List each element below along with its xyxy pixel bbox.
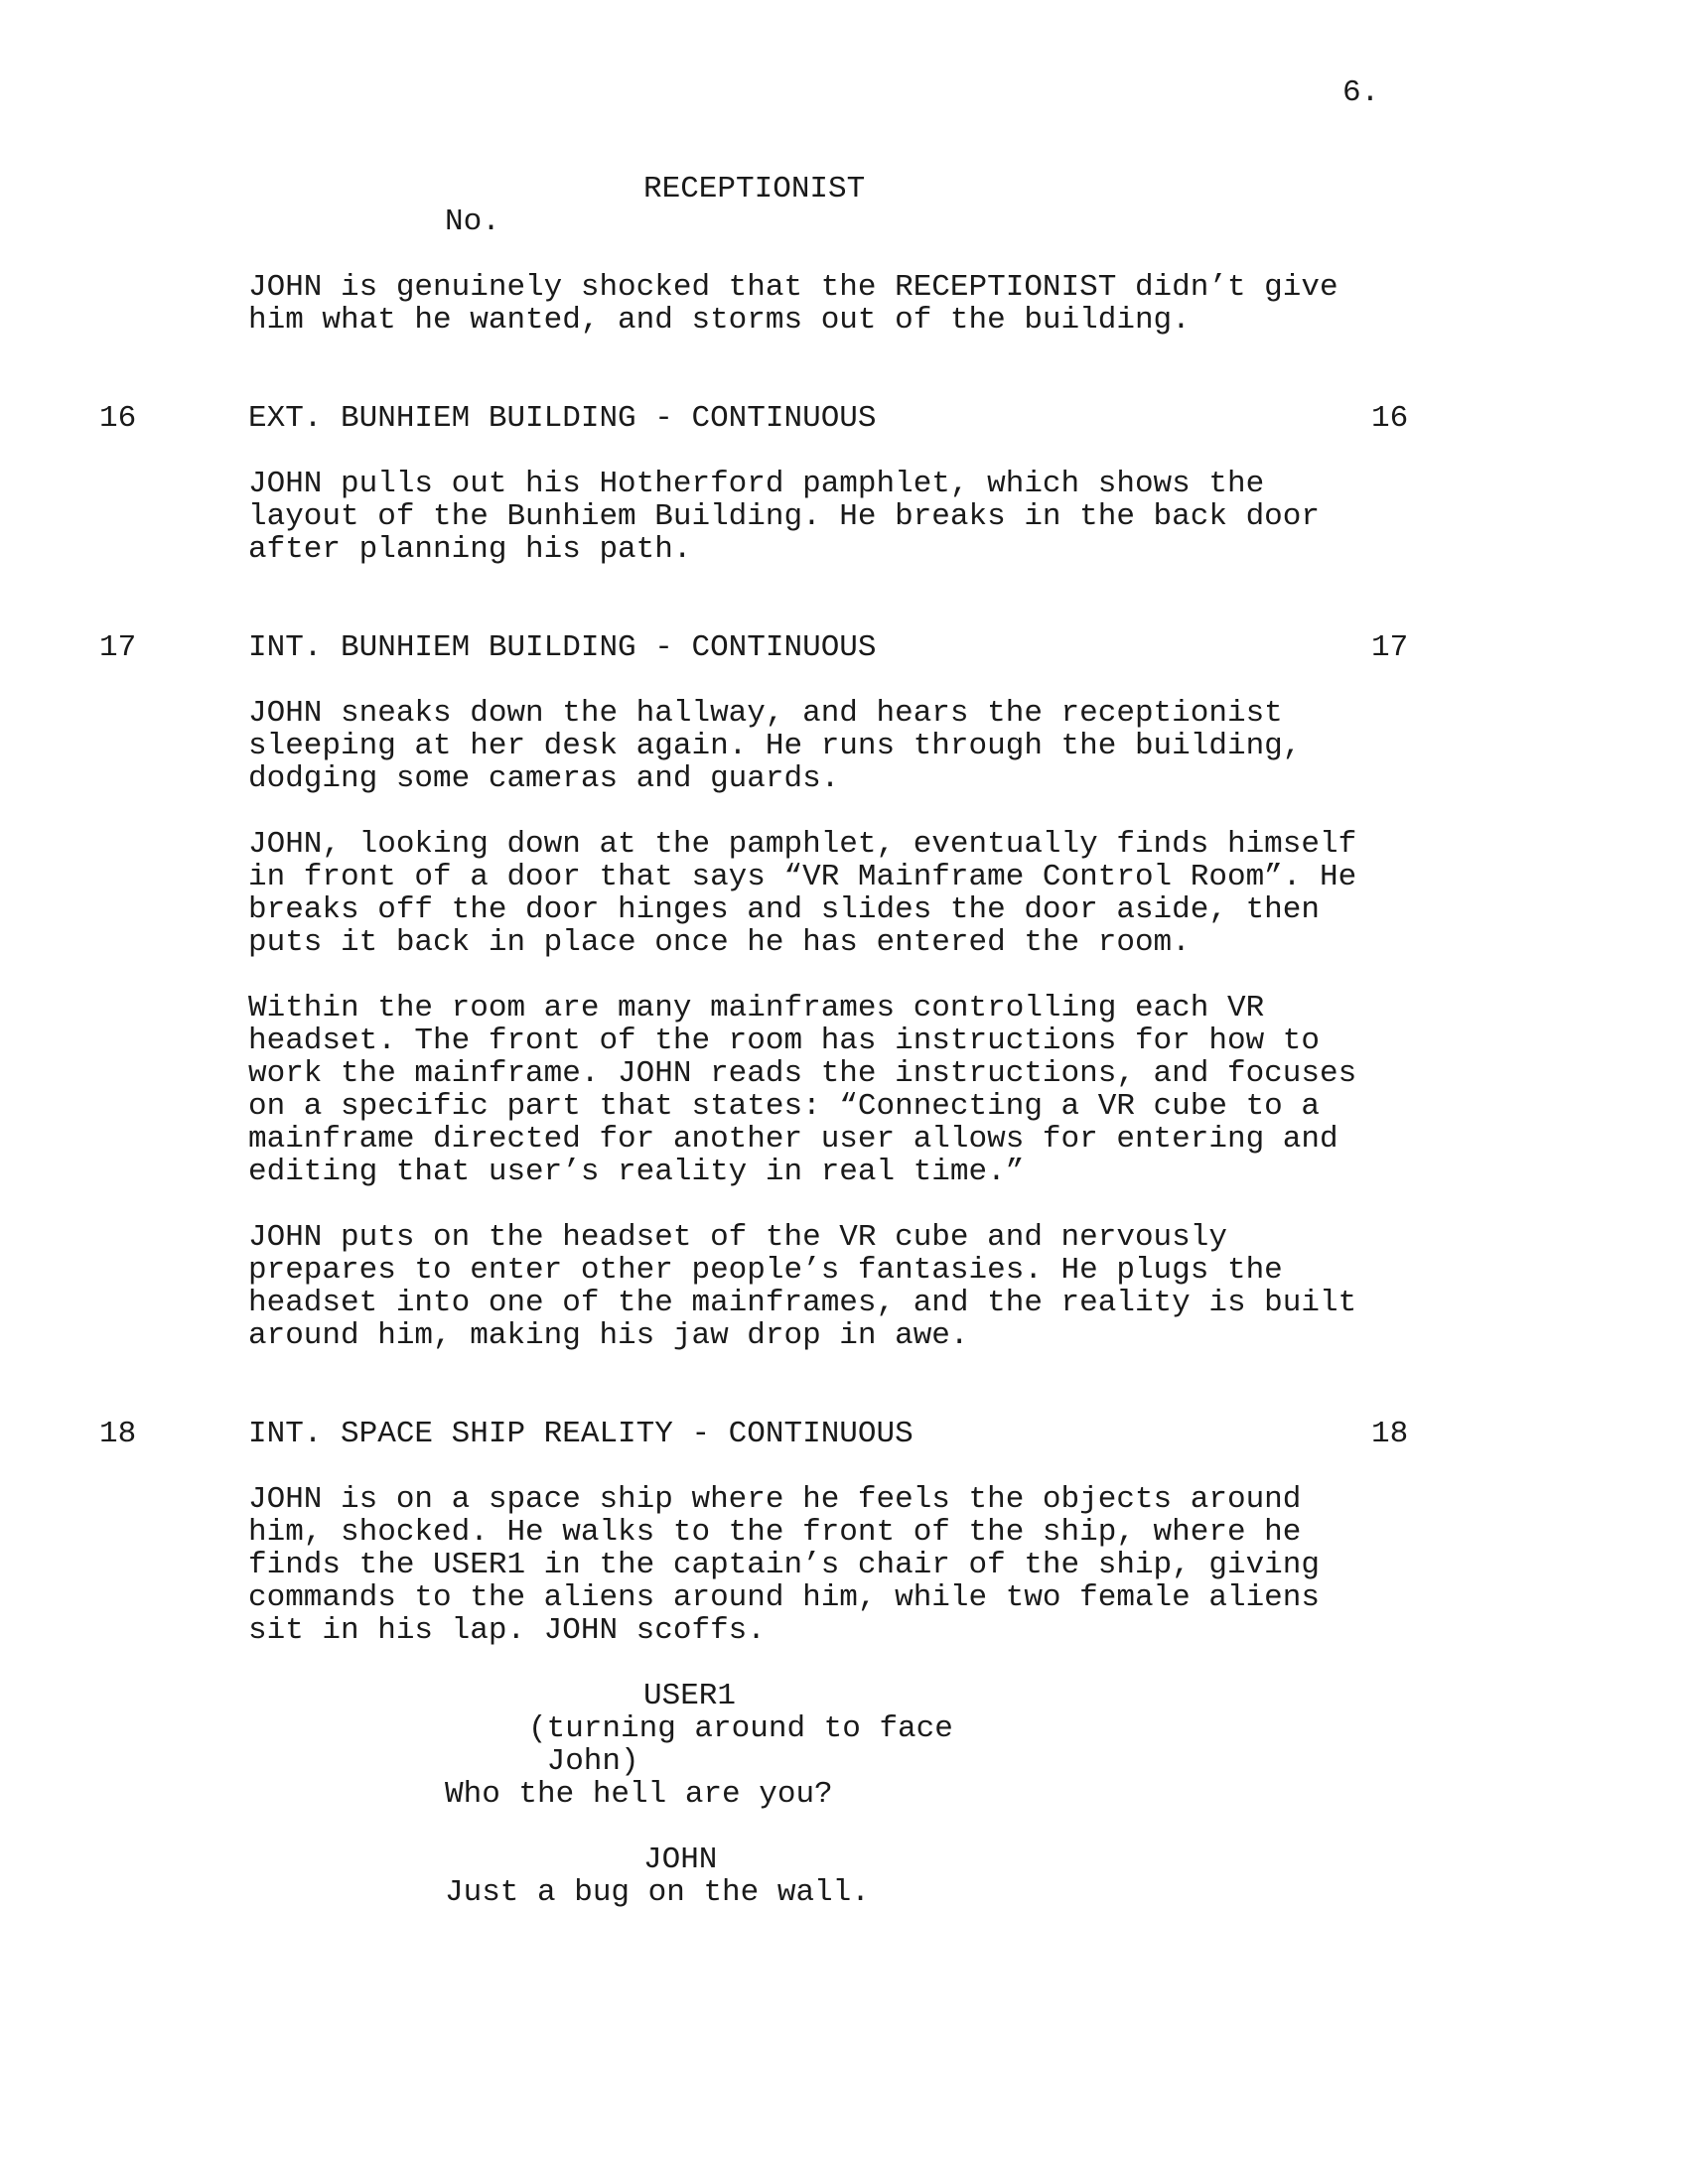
action-line: dodging some cameras and guards. bbox=[248, 761, 840, 796]
parenthetical-line: John) bbox=[528, 1744, 639, 1779]
scene-number-left: 18 bbox=[99, 1417, 137, 1451]
scene-heading: EXT. BUNHIEM BUILDING - CONTINUOUS bbox=[248, 401, 877, 436]
character-cue-john: JOHN bbox=[643, 1843, 718, 1877]
action-line: editing that user’s reality in real time.” bbox=[248, 1155, 1025, 1189]
parenthetical-line: (turning around to face bbox=[528, 1711, 953, 1746]
scene-heading: INT. BUNHIEM BUILDING - CONTINUOUS bbox=[248, 630, 877, 665]
action-line: after planning his path. bbox=[248, 532, 692, 567]
action-line: layout of the Bunhiem Building. He breaks in the back door bbox=[248, 499, 1320, 534]
action-line: mainframe directed for another user allows for entering and bbox=[248, 1122, 1338, 1157]
action-line: prepares to enter other people’s fantasies. He plugs the bbox=[248, 1253, 1283, 1288]
action-line: JOHN puts on the headset of the VR cube and nervously bbox=[248, 1220, 1227, 1255]
action-line: sit in his lap. JOHN scoffs. bbox=[248, 1613, 766, 1648]
scene-number-right: 18 bbox=[1371, 1417, 1409, 1451]
action-line: headset into one of the mainframes, and the reality is built bbox=[248, 1286, 1357, 1320]
dialogue-line: Who the hell are you? bbox=[445, 1777, 833, 1812]
action-line: around him, making his jaw drop in awe. bbox=[248, 1318, 969, 1353]
action-line: commands to the aliens around him, while two female aliens bbox=[248, 1580, 1320, 1615]
scene-number-right: 16 bbox=[1371, 401, 1409, 436]
action-line: work the mainframe. JOHN reads the instructions, and focuses bbox=[248, 1056, 1357, 1091]
action-line: puts it back in place once he has entered the room. bbox=[248, 925, 1191, 960]
action-line: JOHN pulls out his Hotherford pamphlet, which shows the bbox=[248, 467, 1265, 501]
action-line: JOHN, looking down at the pamphlet, eventually finds himself bbox=[248, 827, 1357, 862]
action-line: sleeping at her desk again. He runs through the building, bbox=[248, 729, 1302, 763]
dialogue-line: Just a bug on the wall. bbox=[445, 1875, 870, 1910]
character-cue-receptionist: RECEPTIONIST bbox=[643, 172, 866, 206]
action-line: JOHN is genuinely shocked that the RECEPTIONIST didn’t give bbox=[248, 270, 1338, 305]
action-line: headset. The front of the room has instructions for how to bbox=[248, 1024, 1320, 1058]
action-line: Within the room are many mainframes controlling each VR bbox=[248, 991, 1265, 1025]
action-line: JOHN sneaks down the hallway, and hears the receptionist bbox=[248, 696, 1283, 731]
page-number: 6. bbox=[1342, 75, 1380, 110]
action-line: on a specific part that states: “Connecting a VR cube to a bbox=[248, 1089, 1320, 1124]
action-line: him what he wanted, and storms out of the building. bbox=[248, 303, 1191, 338]
dialogue-line: No. bbox=[445, 205, 500, 239]
scene-number-left: 17 bbox=[99, 630, 137, 665]
action-line: JOHN is on a space ship where he feels the objects around bbox=[248, 1482, 1302, 1517]
action-line: in front of a door that says “VR Mainframe Control Room”. He bbox=[248, 860, 1357, 894]
action-line: him, shocked. He walks to the front of the ship, where he bbox=[248, 1515, 1302, 1550]
action-line: breaks off the door hinges and slides the door aside, then bbox=[248, 892, 1320, 927]
action-line: finds the USER1 in the captain’s chair of the ship, giving bbox=[248, 1548, 1320, 1582]
scene-number-right: 17 bbox=[1371, 630, 1409, 665]
scene-number-left: 16 bbox=[99, 401, 137, 436]
character-cue-user1: USER1 bbox=[643, 1679, 737, 1713]
scene-heading: INT. SPACE SHIP REALITY - CONTINUOUS bbox=[248, 1417, 914, 1451]
